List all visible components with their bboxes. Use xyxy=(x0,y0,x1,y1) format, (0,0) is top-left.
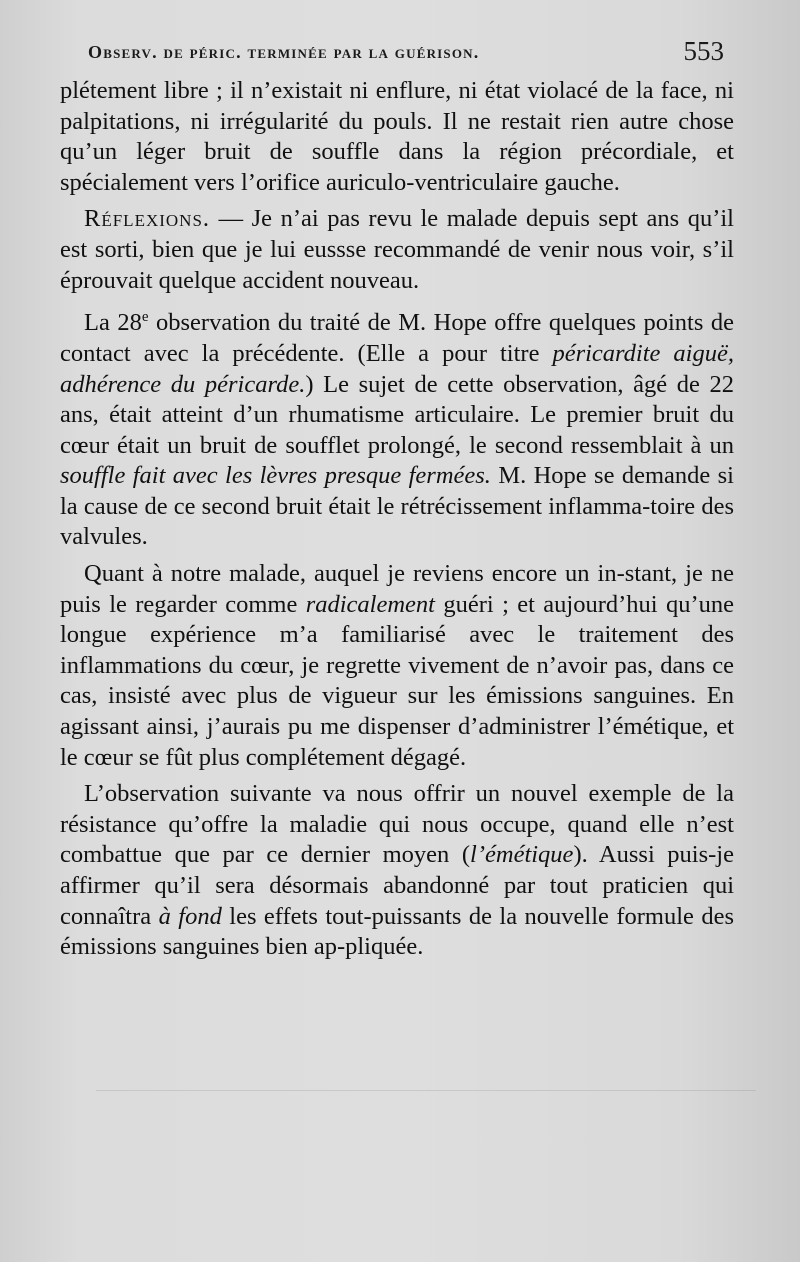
paragraph-1-text: plétement libre ; il n’existait ni enflure, ni état violacé de la face, ni palpitations, ni irrégularité du pouls. Il ne restait rien autre chose qu’un léger bruit de souffle dans la région précordiale, et spécialement vers l’orifice auriculo-ventriculaire gauche. xyxy=(60,77,734,196)
paragraph-4-italic: radicalement xyxy=(305,590,435,618)
paragraph-4 xyxy=(60,559,734,773)
paragraph-5-text-a: L’observation suivante va nous offrir un nouvel exemple de la résistance qu’offre la maladie qui nous occupe, quand elle n’est combattue que par ce dernier moyen ( xyxy=(60,780,734,869)
paragraph-5 xyxy=(60,779,734,963)
paragraph-3-text-a: La 28 xyxy=(84,309,142,337)
paragraph-3 xyxy=(60,302,734,553)
paragraph-4-text-a: Quant à notre malade, auquel je reviens encore un in-stant, je ne puis le regarder comme xyxy=(60,560,734,618)
paragraph-2 xyxy=(60,204,734,296)
reflexions-heading: Réflexions. xyxy=(84,205,211,233)
paragraph-2-text: — Je n’ai pas revu le malade depuis sept ans qu’il est sorti, bien que je lui eussse recommandé de venir nous voir, s’il éprouvait quelque accident nouveau. xyxy=(60,205,734,294)
page-number: 553 xyxy=(683,36,724,66)
page-header xyxy=(88,36,728,68)
paragraph-3-italic-quote: souffle fait avec les lèvres presque fermées. xyxy=(60,462,491,490)
paragraph-3-text-b: observation du traité de M. Hope offre quelques points de contact avec la précédente. (Elle a pour titre xyxy=(60,309,734,367)
paragraph-1 xyxy=(60,76,734,198)
paragraph-5-text-b: ). Aussi puis-je affirmer qu’il sera désormais abandonné par tout praticien qui connaîtra xyxy=(60,841,734,930)
paragraph-4-text-b: guéri ; et aujourd’hui qu’une longue expérience m’a familiarisé avec le traitement des inflammations du cœur, je regrette vivement de n’avoir pas, dans ce cas, insisté avec plus de vigueur sur les émissions sanguines. En agissant ainsi, j’aurais pu me dispenser d’administrer l’émétique, et le cœur se fût plus complétement dégagé. xyxy=(60,590,735,771)
bleed-through-rule xyxy=(96,1090,756,1091)
paragraph-5-text-c: les effets tout-puissants de la nouvelle formule des émissions sanguines bien ap-pliquée. xyxy=(60,902,734,961)
body-text xyxy=(60,76,734,963)
paragraph-5-italic-a-fond: à fond xyxy=(158,902,222,930)
paragraph-3-text-d: M. Hope se demande si la cause de ce second bruit était le rétrécissement inflamma-toire des valvules. xyxy=(60,462,734,551)
paragraph-3-italic-title: péricardite aiguë, adhérence du péricarde. xyxy=(60,339,734,398)
ordinal-superscript: e xyxy=(141,309,149,326)
paragraph-3-text-c: ) Le sujet de cette observation, âgé de 22 ans, était atteint d’un rhumatisme articulaire. Le premier bruit du cœur était un bruit de soufflet prolongé, le second ressemblait à un xyxy=(60,370,735,459)
running-head: Observ. de péric. terminée par la guérison. xyxy=(88,42,480,62)
paragraph-5-italic-emetique: l’émétique xyxy=(470,841,574,869)
